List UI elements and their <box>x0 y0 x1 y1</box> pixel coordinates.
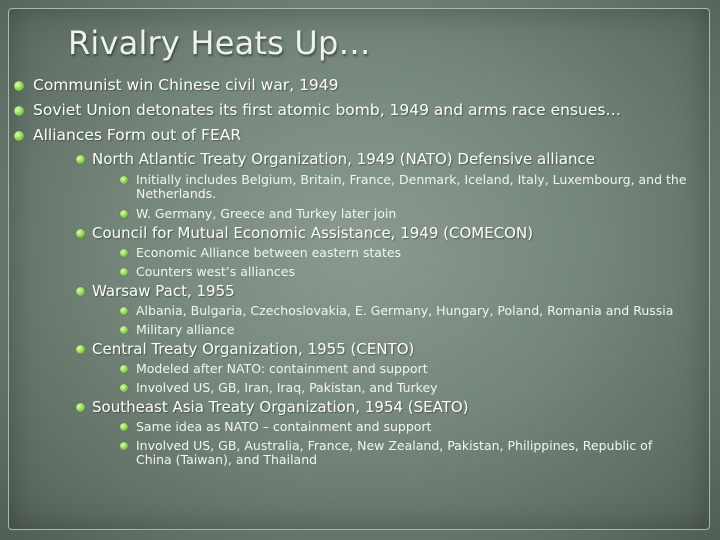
bullet-text: Alliances Form out of FEAR <box>33 126 242 144</box>
detail-text: Same idea as NATO – containment and support <box>136 419 432 434</box>
detail-text: Modeled after NATO: containment and support <box>136 361 428 376</box>
alliance-name: Central Treaty Organization, 1955 (CENTO) <box>92 340 415 358</box>
detail-item <box>120 439 690 467</box>
detail-item <box>120 265 295 279</box>
detail-text: W. Germany, Greece and Turkey later join <box>136 206 397 221</box>
bullet-item <box>14 126 241 144</box>
bullet-icon <box>120 384 128 392</box>
bullet-icon <box>120 423 128 431</box>
detail-text: Initially includes Belgium, Britain, France, Denmark, Iceland, Italy, Luxembourg, and the Netherlands. <box>136 172 687 201</box>
detail-text: Involved US, GB, Australia, France, New Zealand, Pakistan, Philippines, Republic of China (Taiwan), and Thailand <box>136 438 653 467</box>
detail-text: Counters west’s alliances <box>136 264 295 279</box>
alliance-item <box>76 398 469 416</box>
alliance-item <box>76 282 235 300</box>
bullet-icon <box>76 287 85 296</box>
bullet-icon <box>76 345 85 354</box>
alliance-item <box>76 150 595 168</box>
bullet-icon <box>120 442 128 450</box>
bullet-icon <box>76 403 85 412</box>
detail-item <box>120 420 431 434</box>
detail-item <box>120 173 700 201</box>
detail-item <box>120 362 428 376</box>
bullet-icon <box>76 155 85 164</box>
bullet-icon <box>14 131 24 141</box>
detail-item <box>120 304 673 318</box>
slide-title: Rivalry Heats Up… <box>68 24 371 62</box>
detail-item <box>120 246 401 260</box>
bullet-item <box>14 101 621 119</box>
alliance-item <box>76 224 533 242</box>
bullet-icon <box>120 210 128 218</box>
alliance-name: Warsaw Pact, 1955 <box>92 282 235 300</box>
bullet-icon <box>14 81 24 91</box>
bullet-icon <box>120 326 128 334</box>
bullet-icon <box>120 249 128 257</box>
bullet-icon <box>120 365 128 373</box>
detail-text: Military alliance <box>136 322 235 337</box>
detail-text: Albania, Bulgaria, Czechoslovakia, E. Germany, Hungary, Poland, Romania and Russia <box>136 303 674 318</box>
bullet-icon <box>120 307 128 315</box>
detail-text: Involved US, GB, Iran, Iraq, Pakistan, and Turkey <box>136 380 438 395</box>
bullet-item <box>14 76 339 94</box>
detail-item <box>120 381 438 395</box>
alliance-name: Council for Mutual Economic Assistance, 1949 (COMECON) <box>92 224 534 242</box>
alliance-name: North Atlantic Treaty Organization, 1949 (NATO) Defensive alliance <box>92 150 595 168</box>
bullet-icon <box>14 106 24 116</box>
alliance-item <box>76 340 414 358</box>
detail-item <box>120 207 396 221</box>
detail-text: Economic Alliance between eastern states <box>136 245 402 260</box>
bullet-icon <box>120 268 128 276</box>
bullet-text: Communist win Chinese civil war, 1949 <box>33 76 339 94</box>
detail-item <box>120 323 235 337</box>
bullet-text: Soviet Union detonates its first atomic bomb, 1949 and arms race ensues… <box>33 101 621 119</box>
alliance-name: Southeast Asia Treaty Organization, 1954 (SEATO) <box>92 398 469 416</box>
bullet-icon <box>120 176 128 184</box>
bullet-icon <box>76 229 85 238</box>
